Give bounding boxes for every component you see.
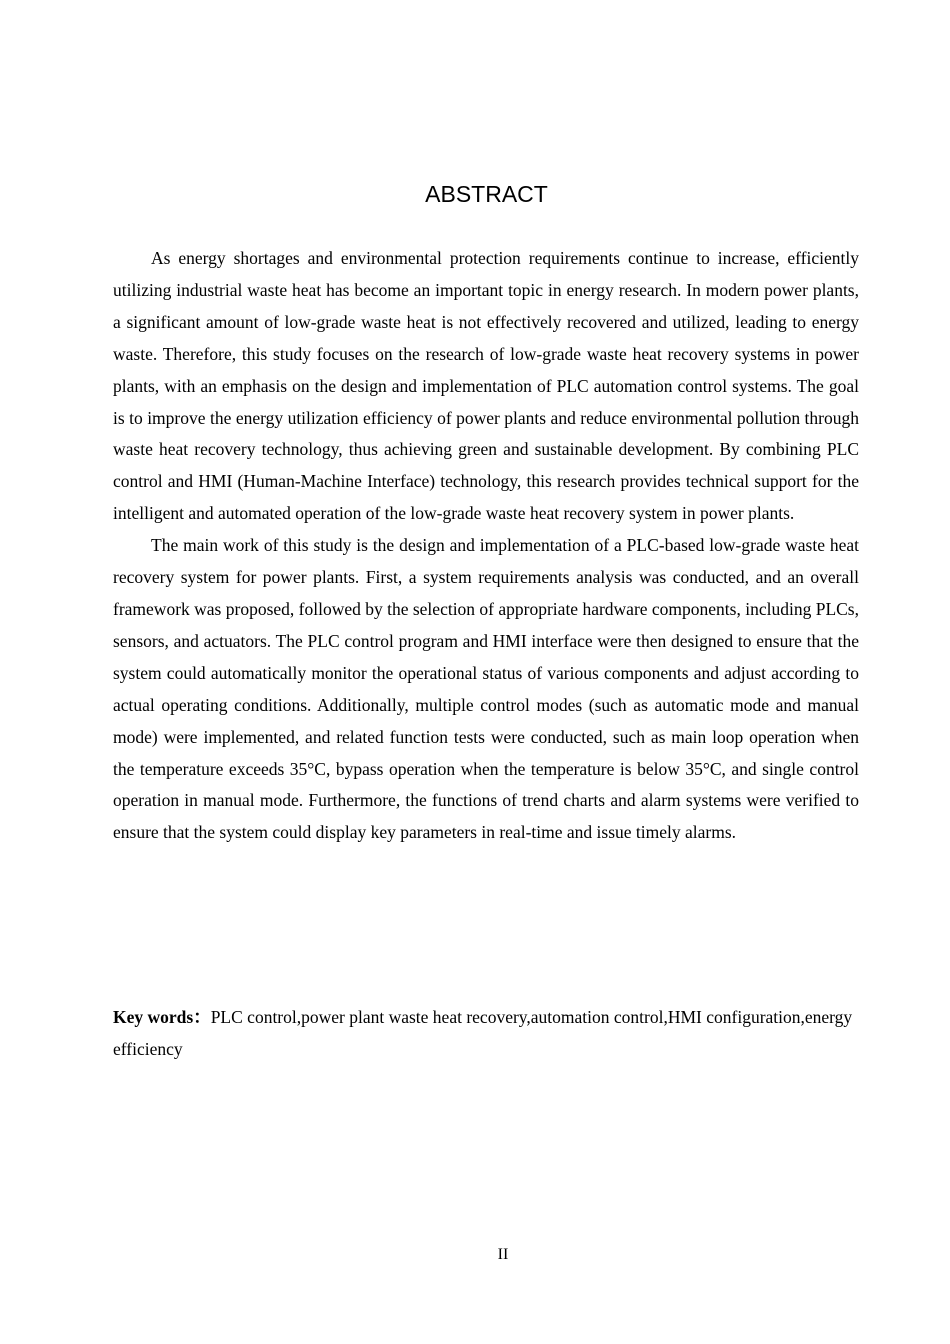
keywords-value: PLC control,power plant waste heat recovery,automation control,HMI configuration,energy efficiency [113, 1007, 853, 1059]
keywords-line [113, 1001, 859, 1065]
abstract-paragraph-2: The main work of this study is the design and implementation of a PLC-based low-grade waste heat recovery system for power plants. First, a system requirements analysis was conducted, and an overall framework was proposed, followed by the selection of appropriate hardware components, including PLCs, sensors, and actuators. The PLC control program and HMI interface were then designed to ensure that the system could automatically monitor the operational status of various components and adjust according to actual operating conditions. Additionally, multiple control modes (such as automatic mode and manual mode) were implemented, and related function tests were conducted, such as main loop operation when the temperature exceeds 35°C, bypass operation when the temperature is below 35°C, and single control operation in manual mode. Furthermore, the functions of trend charts and alarm systems were verified to ensure that the system could display key parameters in real-time and issue timely alarms. [113, 535, 859, 843]
abstract-paragraph-1: As energy shortages and environmental protection requirements continue to increase, efficiently utilizing industrial waste heat has become an important topic in energy research. In modern power plants, a significant amount of low-grade waste heat is not effectively recovered and utilized, leading to energy waste. Therefore, this study focuses on the research of low-grade waste heat recovery systems in power plants, with an emphasis on the design and implementation of PLC automation control systems. The goal is to improve the energy utilization efficiency of power plants and reduce environmental pollution through waste heat recovery technology, thus achieving green and sustainable development. By combining PLC control and HMI (Human-Machine Interface) technology, this research provides technical support for the intelligent and automated operation of the low-grade waste heat recovery system in power plants. [113, 248, 859, 524]
abstract-body [113, 243, 859, 849]
keywords-label: Key words： [113, 1007, 211, 1027]
page-title: ABSTRACT [425, 181, 548, 207]
page-number: II [497, 1246, 509, 1263]
